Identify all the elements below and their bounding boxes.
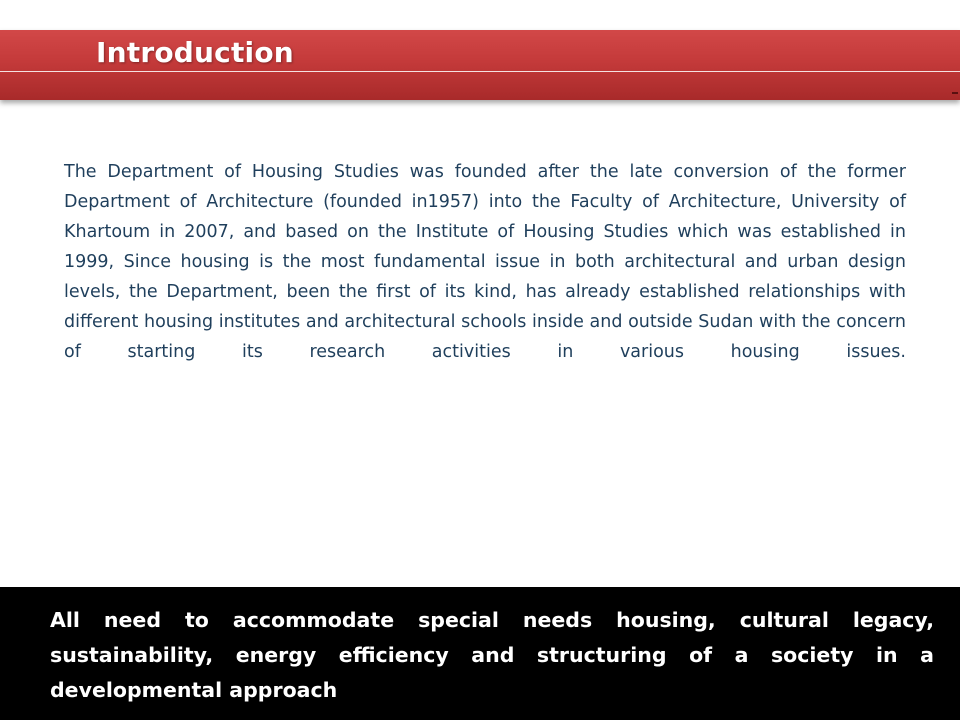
title-divider-line [0,71,960,72]
footer-band [0,587,960,720]
footer-statement: All need to accommodate special needs housing, cultural legacy, sustainability, energy efficiency and structuring of a society in a developmental approach [50,608,934,702]
title-banner [0,30,960,100]
body-paragraph: The Department of Housing Studies was founded after the late conversion of the former Department of Architecture (founded in1957) into the Faculty of Architecture, University of Khartoum in 2007, and based on the Institute of Housing Studies which was established in 1999, Since housing is the most fundamental issue in both architectural and urban design levels, the Department, been the first of its kind, has already established relationships with different housing institutes and architectural schools inside and outside Sudan with the concern of starting its research activities in various housing issues. [64,162,906,362]
title-divider-end-mark [952,92,958,94]
slide-title: Introduction [96,36,294,69]
